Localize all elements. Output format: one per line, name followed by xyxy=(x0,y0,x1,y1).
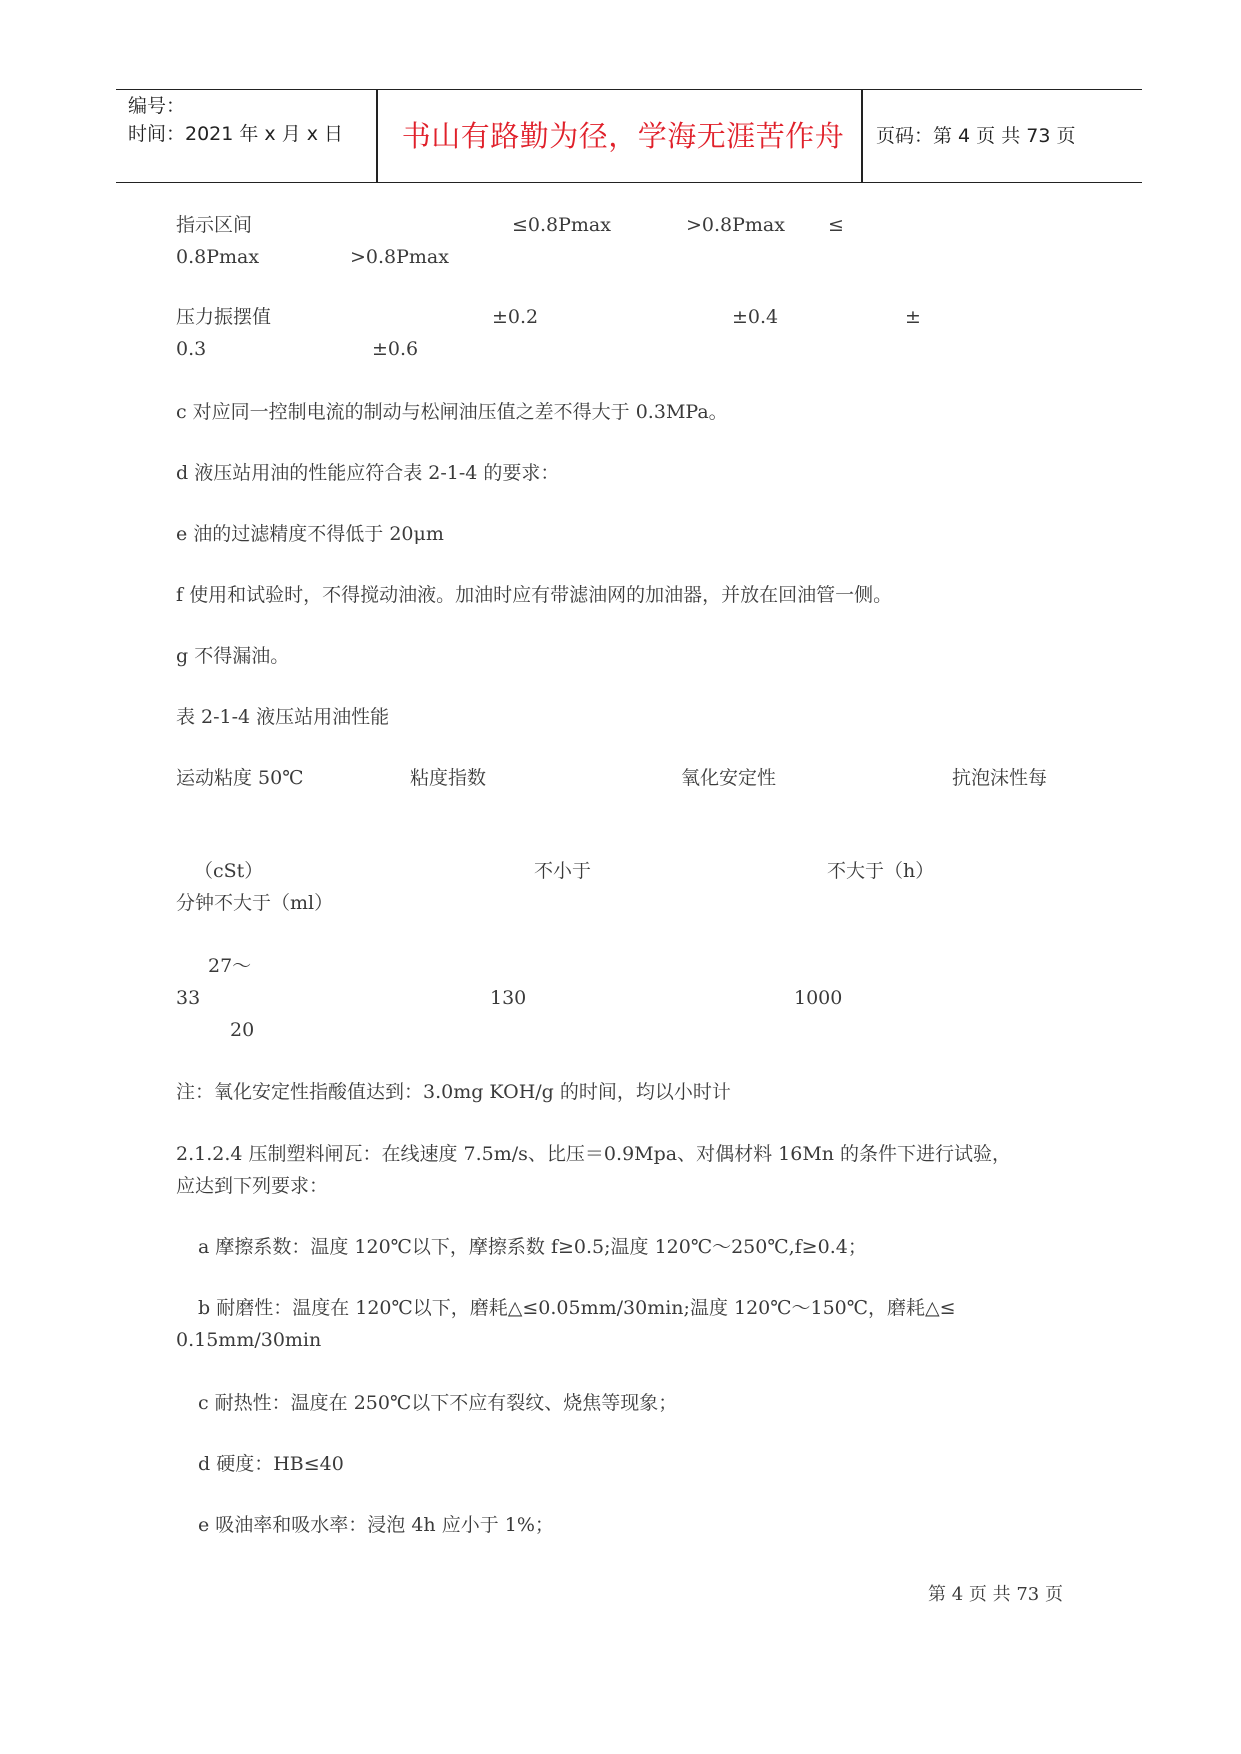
item-c: c 对应同一控制电流的制动与松闸油压值之差不得大于 0.3MPa。 xyxy=(176,401,728,423)
pressure-value: 0.3 xyxy=(176,338,207,360)
table-cell: 20 xyxy=(230,1019,255,1041)
indicator-value: >0.8Pmax xyxy=(350,246,449,268)
section-heading-line: 2.1.2.4 压制塑料闸瓦：在线速度 7.5m/s、比压＝0.9Mpa、对偶材料 16Mn 的条件下进行试验， xyxy=(176,1143,1012,1165)
requirement-b: b 耐磨性：温度在 120℃以下，磨耗△≤0.05mm/30min;温度 120℃～150℃，磨耗△≤ xyxy=(198,1297,956,1319)
table-header-cell: 不小于 xyxy=(534,860,592,882)
indicator-value: ≤0.8Pmax xyxy=(512,214,611,236)
indicator-value: >0.8Pmax xyxy=(686,214,785,236)
pressure-value: ±0.2 xyxy=(492,306,539,328)
pressure-value: ±0.6 xyxy=(372,338,419,360)
pressure-label: 压力振摆值 xyxy=(176,306,272,328)
section-heading-line: 应达到下列要求： xyxy=(176,1175,329,1197)
table-header-cell: 氧化安定性 xyxy=(681,767,777,789)
header-motto: 书山有路勤为径，学海无涯苦作舟 xyxy=(401,119,845,153)
requirement-a: a 摩擦系数：温度 120℃以下，摩擦系数 f≥0.5;温度 120℃～250℃,f≥0.4； xyxy=(198,1236,867,1258)
table-header-cell: 分钟不大于（ml） xyxy=(176,892,334,914)
table-header-cell: 运动粘度 50℃ xyxy=(176,767,304,789)
table-header-cell: 不大于（h） xyxy=(827,860,935,882)
indicator-label: 指示区间 xyxy=(176,214,253,236)
indicator-value: ≤ xyxy=(828,214,844,236)
document-time-label: 时间：2021 年 x 月 x 日 xyxy=(128,123,344,145)
header-meta xyxy=(128,92,343,148)
table-header-cell: 抗泡沫性每 xyxy=(952,767,1048,789)
table-note: 注：氧化安定性指酸值达到：3.0mg KOH/g 的时间，均以小时计 xyxy=(176,1081,731,1103)
item-f: f 使用和试验时，不得搅动油液。加油时应有带滤油网的加油器，并放在回油管一侧。 xyxy=(176,584,893,606)
item-e: e 油的过滤精度不得低于 20μm xyxy=(176,523,444,545)
page-header xyxy=(116,89,1142,183)
pressure-value: ±0.4 xyxy=(732,306,779,328)
pressure-value: ± xyxy=(905,306,921,328)
table-cell: 27～ xyxy=(208,955,252,977)
document-number-label: 编号： xyxy=(128,95,186,117)
requirement-d: d 硬度：HB≤40 xyxy=(198,1453,344,1475)
item-g: g 不得漏油。 xyxy=(176,645,290,667)
requirement-b-cont: 0.15mm/30min xyxy=(176,1329,322,1351)
header-divider xyxy=(861,90,863,182)
table-title: 表 2-1-4 液压站用油性能 xyxy=(176,706,390,728)
table-header-cell: 粘度指数 xyxy=(410,767,487,789)
table-cell: 33 xyxy=(176,987,201,1009)
indicator-value: 0.8Pmax xyxy=(176,246,260,268)
table-cell: 130 xyxy=(490,987,527,1009)
requirement-c: c 耐热性：温度在 250℃以下不应有裂纹、烧焦等现象； xyxy=(198,1392,678,1414)
item-d: d 液压站用油的性能应符合表 2-1-4 的要求： xyxy=(176,462,560,484)
page-footer: 第 4 页 共 73 页 xyxy=(928,1584,1063,1605)
requirement-e: e 吸油率和吸水率：浸泡 4h 应小于 1%； xyxy=(198,1514,554,1536)
header-page-info: 页码：第 4 页 共 73 页 xyxy=(876,125,1076,147)
table-cell: 1000 xyxy=(794,987,843,1009)
table-header-cell: （cSt） xyxy=(194,860,264,882)
